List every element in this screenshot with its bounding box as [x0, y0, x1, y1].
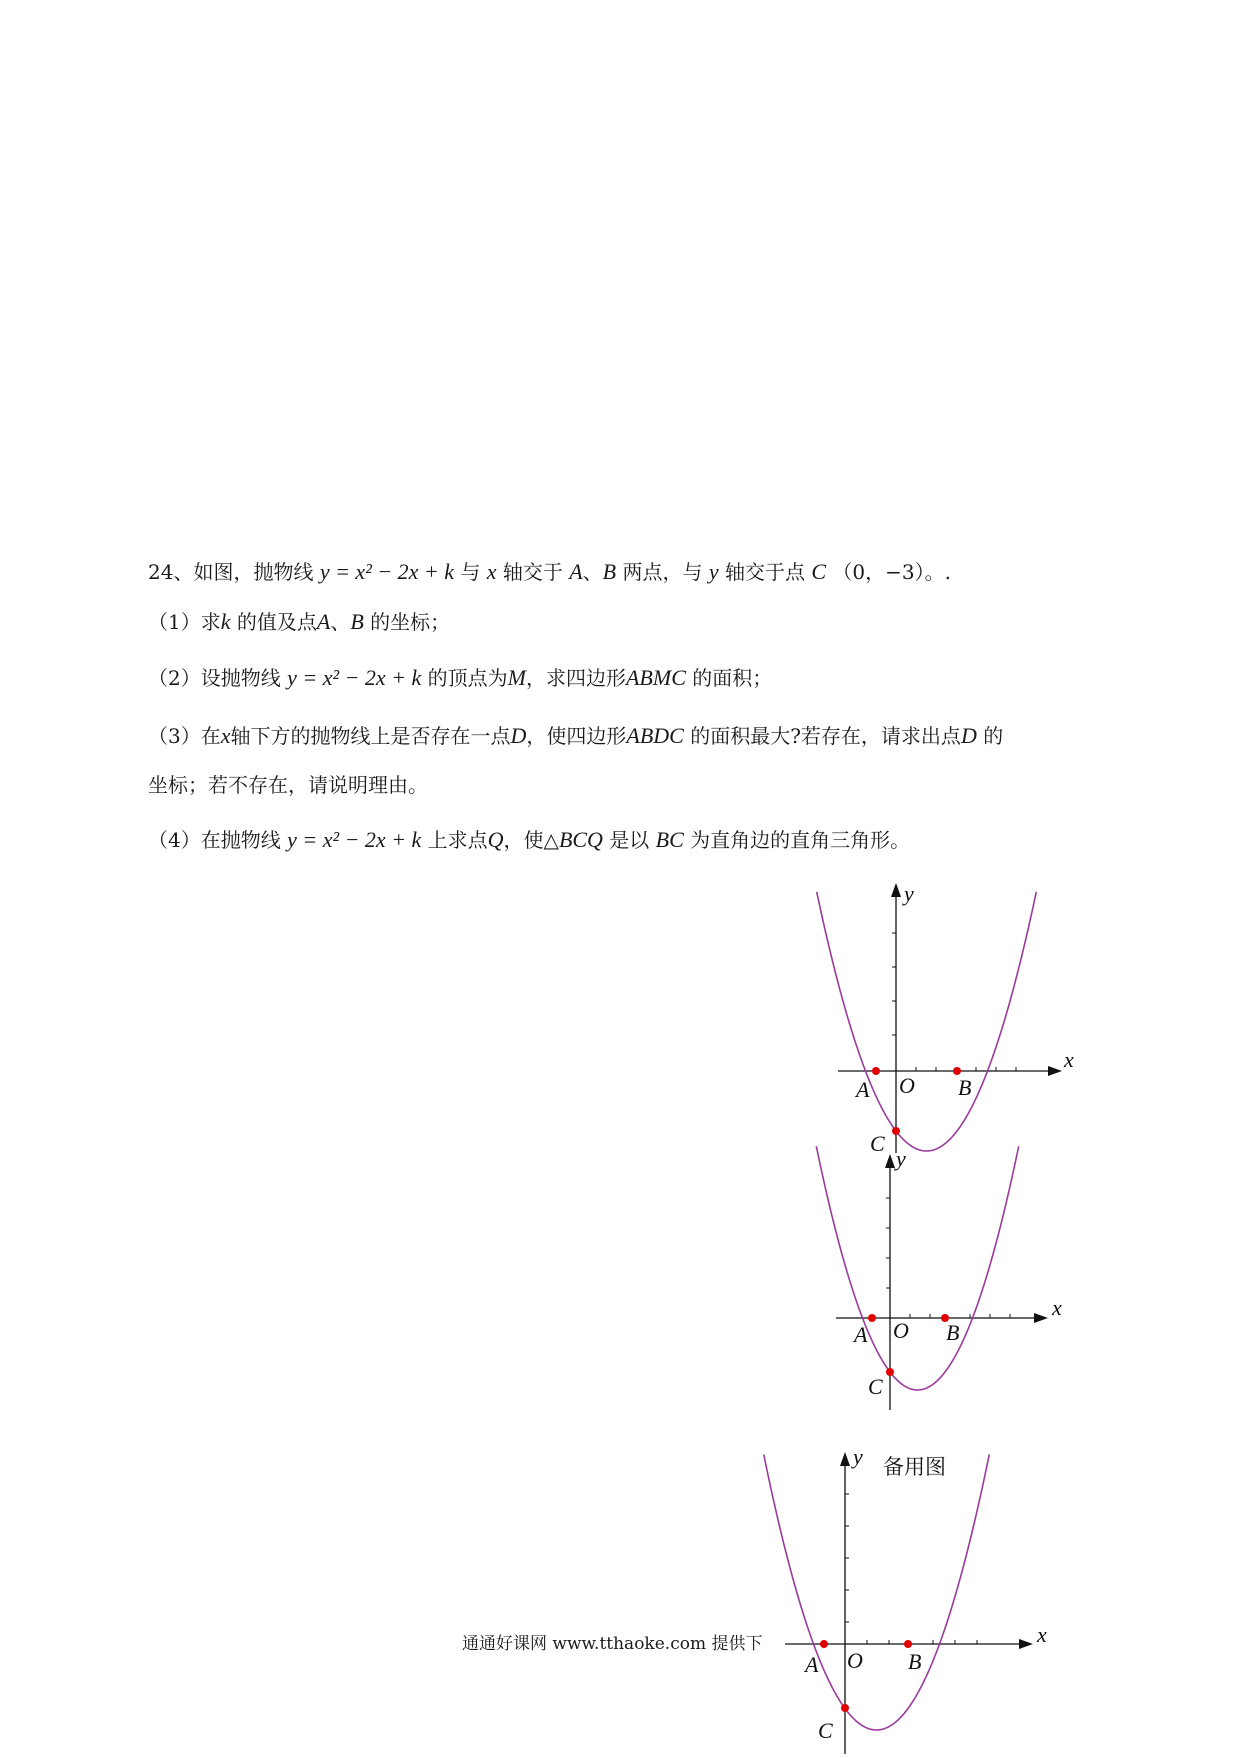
q2-text: ，求四边形	[525, 666, 626, 690]
parabola-curve	[764, 1454, 990, 1730]
var-A: A	[316, 609, 331, 634]
q4-text: 为直角边的直角三角形。	[690, 828, 911, 852]
var-x: x	[220, 723, 231, 748]
point-A-marker	[872, 1067, 880, 1075]
x-axis-arrow-icon	[1019, 1639, 1033, 1649]
point-B-marker	[904, 1640, 912, 1648]
q1-prefix: （1）求	[148, 610, 221, 634]
parabola-curve	[817, 892, 1037, 1151]
q4-text: ，使△	[503, 828, 559, 852]
q1-text: 的坐标；	[370, 610, 451, 634]
var-y: y	[708, 559, 719, 584]
var-x: x	[486, 559, 497, 584]
spare-figure-caption: 备用图	[883, 1455, 946, 1479]
x-axis-arrow-icon	[1034, 1313, 1048, 1323]
axis-y-label: y	[853, 1444, 863, 1469]
q4-prefix: （4）在抛物线	[148, 828, 281, 852]
point-A-marker	[868, 1314, 876, 1322]
question-2	[148, 664, 772, 692]
var-D: D	[510, 723, 527, 748]
parabola-equation: y = x² − 2x + k	[319, 559, 455, 584]
stem-prefix: 24、如图，抛物线	[148, 560, 314, 584]
footer-watermark: 通通好课网 www.tthaoke.com 提供下	[462, 1634, 763, 1654]
var-Q: Q	[487, 827, 504, 852]
parabola-figure-1	[830, 880, 1080, 1160]
q3-prefix: （3）在	[148, 724, 221, 748]
x-axis-arrow-icon	[1048, 1066, 1062, 1076]
parabola-figure-spare	[770, 1440, 1070, 1754]
stem-text: 轴交于	[502, 560, 563, 584]
segment-BC: BC	[655, 827, 684, 852]
quad-ABMC: ABMC	[625, 665, 686, 690]
q3-text: ，使四边形	[526, 724, 627, 748]
origin-label: O	[899, 1073, 915, 1098]
parabola-curve	[816, 1146, 1018, 1390]
q2-text: 的面积；	[692, 666, 773, 690]
axis-x-label: x	[1064, 1047, 1074, 1072]
var-B: B	[602, 559, 617, 584]
axis-x-label: x	[1052, 1295, 1062, 1320]
var-B: B	[350, 609, 364, 634]
quad-ABDC: ABDC	[626, 723, 684, 748]
triangle-BCQ: BCQ	[558, 827, 603, 852]
question-4	[148, 826, 910, 854]
point-A-label: A	[805, 1652, 819, 1677]
q3-text: 坐标；若不存在，请说明理由。	[148, 773, 428, 797]
parabola-equation: y = x² − 2x + k	[287, 665, 422, 690]
q4-text: 上求点	[427, 828, 488, 852]
figure-3-svg	[770, 1440, 1070, 1754]
q3-text: 的	[983, 724, 1004, 748]
origin-label: O	[893, 1318, 909, 1343]
y-axis-arrow-icon	[885, 1154, 895, 1168]
axis-y-label: y	[896, 1146, 906, 1171]
point-C-label: C	[868, 1374, 883, 1399]
y-axis-arrow-icon	[891, 883, 901, 897]
q3-text: 轴下方的抛物线上是否存在一点	[230, 724, 511, 748]
parabola-equation: y = x² − 2x + k	[287, 827, 422, 852]
point-B-label: B	[946, 1320, 960, 1345]
point-C-coords: （0，−3）。.	[832, 560, 951, 584]
var-A: A	[569, 559, 583, 584]
var-D: D	[960, 723, 977, 748]
point-B-label: B	[958, 1075, 972, 1100]
point-C-label: C	[818, 1718, 833, 1743]
origin-label: O	[847, 1648, 863, 1673]
point-B-marker	[953, 1067, 961, 1075]
point-C-marker	[886, 1368, 894, 1376]
question-3-line-2	[148, 771, 428, 799]
q2-prefix: （2）设抛物线	[148, 666, 281, 690]
point-B-label: B	[908, 1649, 922, 1674]
y-axis-arrow-icon	[840, 1452, 850, 1466]
problem-stem	[148, 558, 951, 586]
q4-text: 是以	[609, 828, 650, 852]
question-3	[148, 722, 1003, 750]
var-C: C	[811, 559, 827, 584]
stem-text: 、	[582, 560, 603, 584]
figure-1-svg	[830, 880, 1080, 1160]
axis-y-label: y	[904, 881, 914, 906]
parabola-figure-2	[826, 1146, 1076, 1430]
stem-text: 两点，与	[622, 560, 703, 584]
point-C-marker	[892, 1127, 900, 1135]
var-k: k	[220, 609, 231, 634]
point-A-label: A	[856, 1077, 870, 1102]
q2-text: 的顶点为	[427, 666, 508, 690]
point-C-marker	[841, 1704, 849, 1712]
q3-text: 的面积最大?若存在，请求出点	[690, 724, 961, 748]
var-M: M	[507, 665, 526, 690]
axis-x-label: x	[1037, 1622, 1047, 1647]
question-1	[148, 608, 450, 636]
stem-text: 轴交于点	[724, 560, 805, 584]
figure-2-svg	[826, 1146, 1076, 1430]
point-A-marker	[820, 1640, 828, 1648]
stem-text: 与	[460, 560, 481, 584]
point-A-label: A	[854, 1322, 868, 1347]
q1-text: 的值及点	[236, 610, 317, 634]
point-C-label: C	[870, 1131, 885, 1156]
q1-text: 、	[330, 610, 351, 634]
